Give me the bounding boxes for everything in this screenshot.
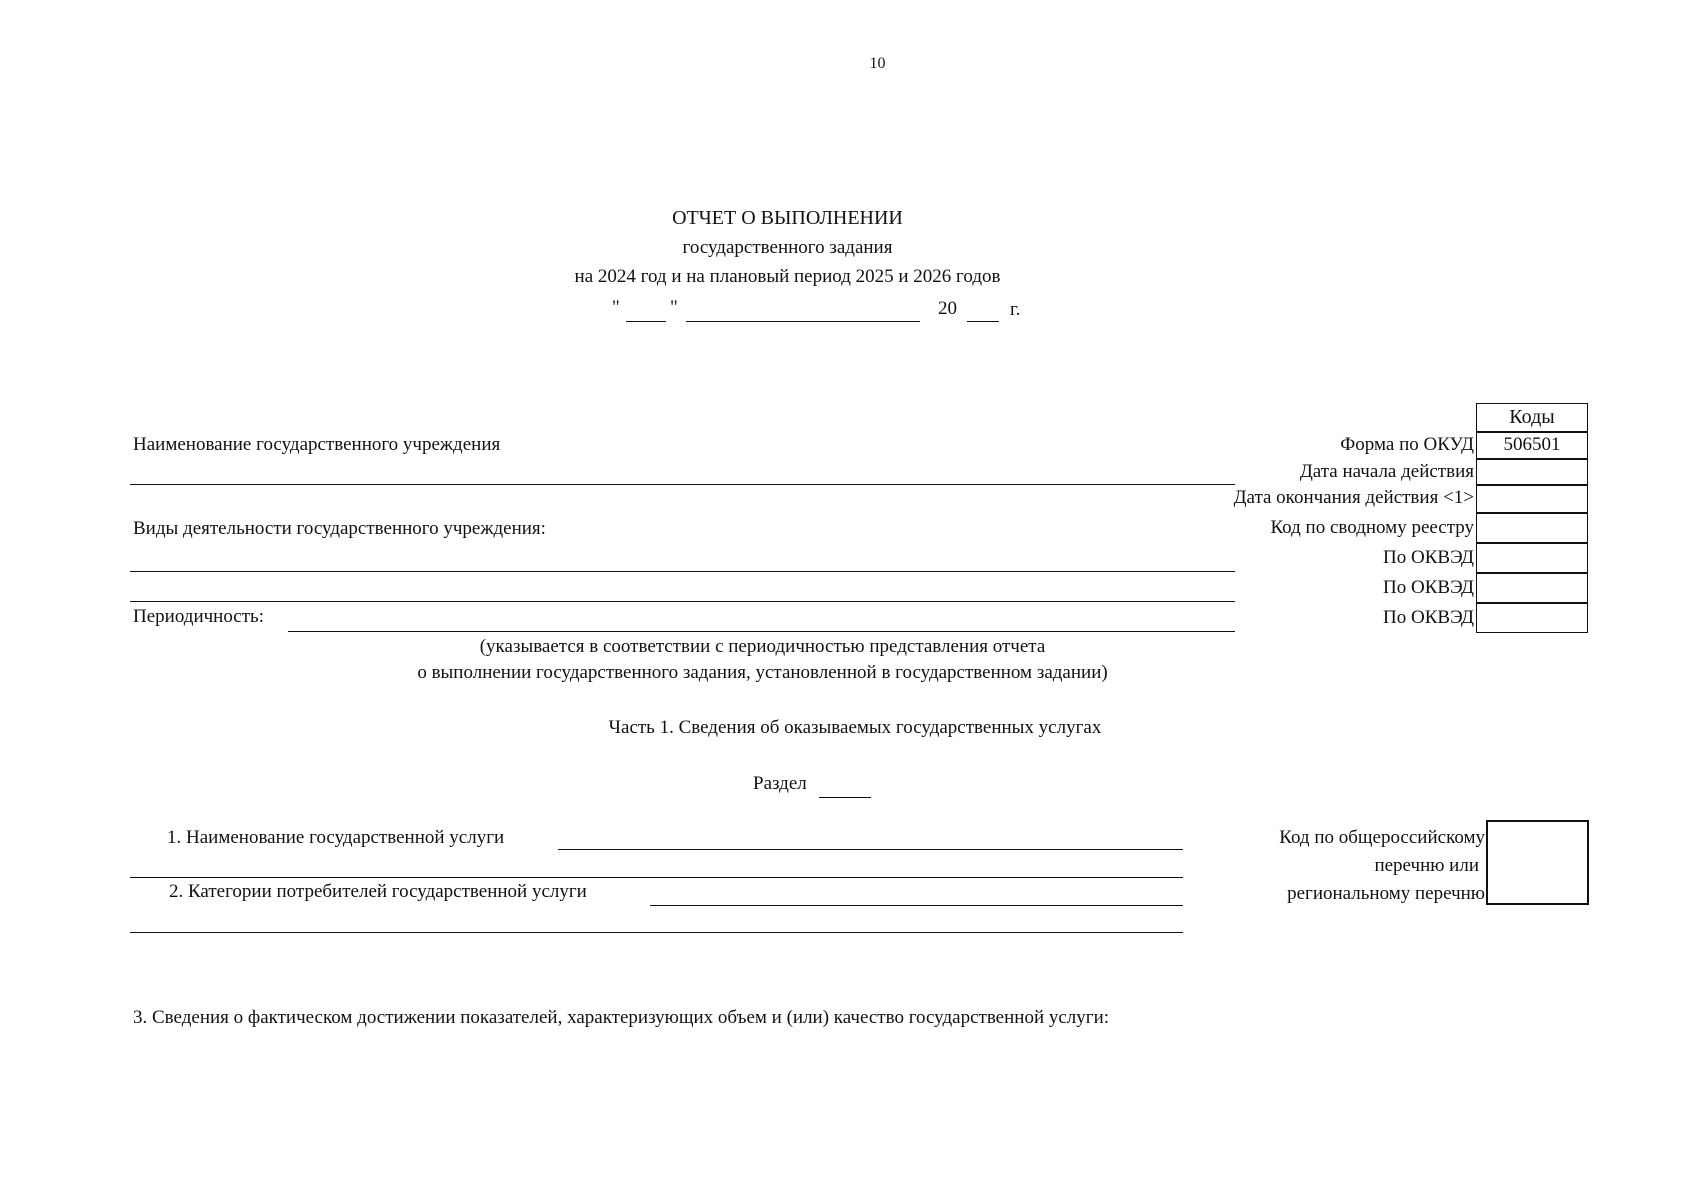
periodicity-note-line1: (указывается в соответствии с периодичностью представления отчета (479, 636, 1046, 657)
date-month-field[interactable] (686, 321, 920, 322)
indicators-heading: 3. Сведения о фактическом достижении показателей, характеризующих объем и (или) качество государственной услуги: (133, 1007, 1110, 1028)
code-label-end-date: Дата окончания действия <1> (1233, 487, 1474, 508)
service-name-field-1[interactable] (558, 849, 1183, 850)
periodicity-label: Периодичность: (133, 606, 264, 627)
institution-name-field[interactable] (130, 484, 1235, 485)
registry-code-box[interactable] (1486, 820, 1589, 905)
code-value-okved-1[interactable] (1476, 542, 1588, 574)
code-value-okved-3[interactable] (1476, 602, 1588, 633)
service-name-label: 1. Наименование государственной услуги (167, 827, 505, 848)
code-value-okud[interactable]: 506501 (1476, 431, 1588, 460)
codes-header: Коды (1476, 403, 1588, 433)
code-label-okud: Форма по ОКУД (1340, 434, 1474, 455)
date-quote-open: " (612, 297, 620, 318)
date-day-field[interactable] (626, 321, 666, 322)
code-label-registry: Код по сводному реестру (1270, 517, 1474, 538)
institution-name-label: Наименование государственного учреждения (133, 434, 501, 455)
code-label-okved-3: По ОКВЭД (1383, 607, 1474, 628)
periodicity-field[interactable] (288, 631, 1235, 632)
code-value-end-date[interactable] (1476, 484, 1588, 514)
consumer-categories-field-2[interactable] (130, 932, 1183, 933)
document-subtitle: государственного задания (682, 237, 893, 258)
document-period: на 2024 год и на плановый период 2025 и 2026 годов (574, 266, 1001, 287)
code-value-registry[interactable] (1476, 512, 1588, 544)
date-quote-close: " (670, 297, 678, 318)
registry-code-label-line3: региональному перечню (1287, 883, 1485, 904)
code-label-okved-2: По ОКВЭД (1383, 577, 1474, 598)
part1-title: Часть 1. Сведения об оказываемых государственных услугах (608, 717, 1102, 738)
section-number-field[interactable] (819, 797, 871, 798)
consumer-categories-label: 2. Категории потребителей государственной услуги (169, 881, 587, 902)
code-label-start-date: Дата начала действия (1299, 461, 1474, 482)
activity-types-label: Виды деятельности государственного учреждения: (133, 518, 546, 539)
registry-code-label-line1: Код по общероссийскому (1279, 827, 1485, 848)
section-label: Раздел (753, 773, 807, 794)
registry-code-label-line2: перечню или (1374, 855, 1479, 876)
periodicity-note-line2: о выполнении государственного задания, установленной в государственном задании) (417, 662, 1108, 683)
activity-types-field-1[interactable] (130, 571, 1235, 572)
activity-types-field-2[interactable] (130, 601, 1235, 602)
document-title: ОТЧЕТ О ВЫПОЛНЕНИИ (672, 207, 903, 229)
code-value-start-date[interactable] (1476, 458, 1588, 486)
page-number: 10 (869, 55, 886, 72)
date-year-field[interactable] (967, 321, 999, 322)
consumer-categories-field-1[interactable] (650, 905, 1183, 906)
date-year-suffix: г. (1010, 299, 1021, 320)
date-year-prefix: 20 (938, 298, 957, 319)
service-name-field-2[interactable] (130, 877, 1183, 878)
code-label-okved-1: По ОКВЭД (1383, 547, 1474, 568)
code-value-okved-2[interactable] (1476, 572, 1588, 604)
codes-table (1100, 403, 1590, 633)
